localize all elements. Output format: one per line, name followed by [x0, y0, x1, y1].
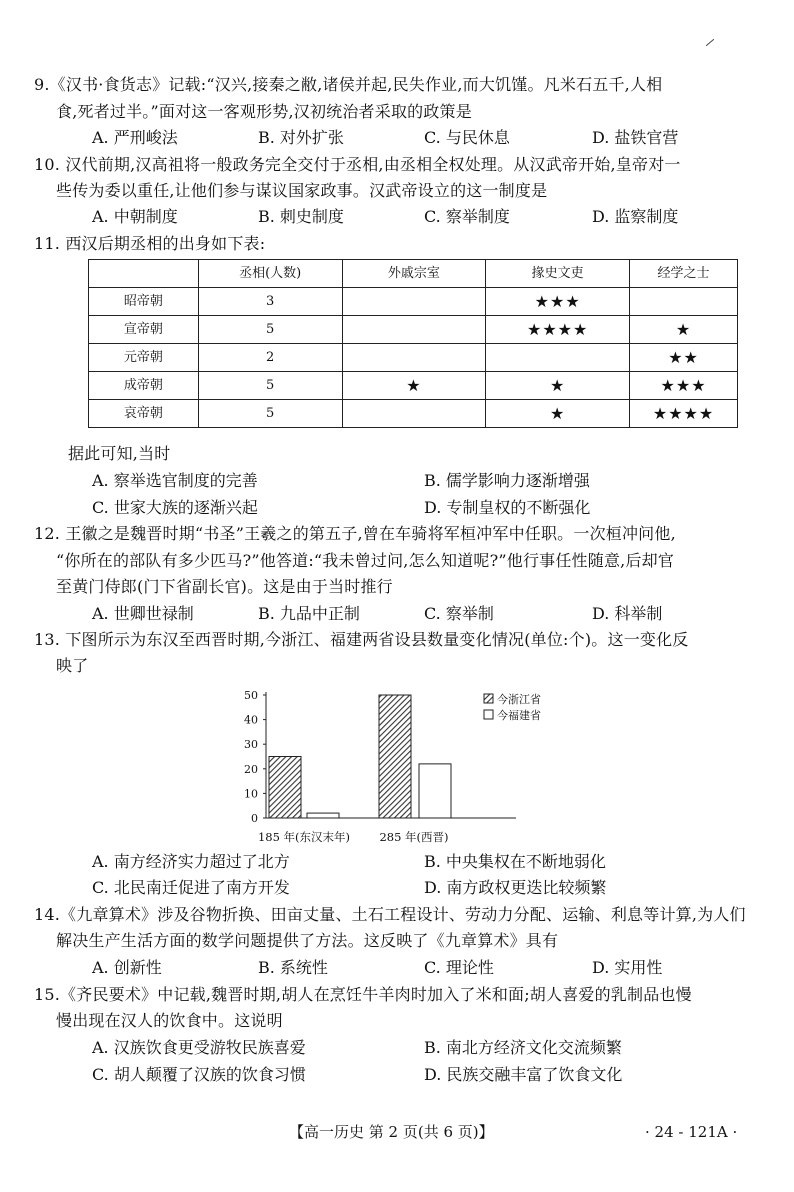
table-cell: 宣帝朝: [89, 316, 199, 344]
table-cell: ★: [342, 372, 486, 400]
table-cell: 哀帝朝: [89, 400, 199, 428]
table-row: [89, 288, 738, 316]
legend-swatch: [484, 694, 493, 703]
q14-option-d: D. 实用性: [592, 958, 663, 977]
q14-option-a: A. 创新性: [92, 958, 162, 977]
q13-stem-line1: 13. 下图所示为东汉至西晋时期,今浙江、福建两省设县数量变化情况(单位:个)。这一变化反: [34, 630, 689, 649]
q14-option-c: C. 理论性: [424, 958, 494, 977]
bar-zhejiang: [379, 695, 411, 818]
corner-stroke: [706, 39, 714, 46]
table-cell: 成帝朝: [89, 372, 199, 400]
table-row: [89, 344, 738, 372]
legend-label: 今浙江省: [497, 693, 541, 706]
q12-stem-line1: 12. 王徽之是魏晋时期“书圣”王羲之的第五子,曾在车骑将军桓冲军中任职。一次桓冲问他,: [34, 524, 676, 543]
table-cell: 元帝朝: [89, 344, 199, 372]
y-tick-label: 30: [244, 738, 258, 752]
table-cell: 2: [198, 344, 342, 372]
table-cell: [342, 400, 486, 428]
table-header-cell: 掾史文吏: [486, 260, 630, 288]
q9-option-b: B. 对外扩张: [258, 128, 344, 147]
q9-stem-line2: 食,死者过半。”面对这一客观形势,汉初统治者采取的政策是: [56, 102, 472, 121]
table-header-row: [89, 260, 738, 288]
q13-option-b: B. 中央集权在不断地弱化: [424, 852, 606, 871]
paper-code: · 24 - 121A ·: [645, 1123, 738, 1141]
table-cell: ★★★: [630, 372, 738, 400]
table-cell: 3: [198, 288, 342, 316]
q10-option-a: A. 中朝制度: [92, 207, 178, 226]
chart-bars: [269, 695, 451, 818]
table-header-cell: 外戚宗室: [342, 260, 486, 288]
q15-option-a: A. 汉族饮食更受游牧民族喜爱: [92, 1038, 306, 1057]
q10-option-c: C. 察举制度: [424, 207, 510, 226]
q10-stem-line2: 些传为委以重任,让他们参与谋议国家政事。汉武帝设立的这一制度是: [56, 181, 548, 200]
chart-legend: [484, 692, 541, 722]
q9-option-c: C. 与民休息: [424, 128, 510, 147]
q11-option-d: D. 专制皇权的不断强化: [424, 498, 591, 517]
x-category-label: 185 年(东汉末年): [257, 830, 351, 844]
legend-swatch: [484, 710, 493, 719]
table-cell: ★: [486, 400, 630, 428]
table-cell: [342, 316, 486, 344]
q15-option-c: C. 胡人颠覆了汉族的饮食习惯: [92, 1065, 306, 1084]
q13-option-c: C. 北民南迁促进了南方开发: [92, 878, 290, 897]
q11-chancellor-table: [88, 259, 738, 428]
q9-option-d: D. 盐铁官营: [592, 128, 679, 147]
y-tick-label: 10: [244, 787, 258, 801]
q11-after-text: 据此可知,当时: [68, 444, 171, 463]
q13-stem-line2: 映了: [56, 656, 89, 675]
q14-stem-line1: 14.《九章算术》涉及谷物折换、田亩丈量、土石工程设计、劳动力分配、运输、利息等计算,为人们: [34, 905, 746, 924]
q15-option-d: D. 民族交融丰富了饮食文化: [424, 1065, 623, 1084]
q12-option-b: B. 九品中正制: [258, 604, 360, 623]
q9-option-a: A. 严刑峻法: [92, 128, 178, 147]
q11-option-c: C. 世家大族的逐渐兴起: [92, 498, 258, 517]
y-tick-label: 0: [251, 812, 258, 825]
table-row: [89, 316, 738, 344]
table-cell: ★★★★: [630, 400, 738, 428]
table-cell: 5: [198, 372, 342, 400]
q15-stem-line2: 慢出现在汉人的饮食中。这说明: [56, 1011, 283, 1030]
q9-stem-line1: 9.《汉书·食货志》记载:“汉兴,接秦之敝,诸侯并起,民失作业,而大饥馑。凡米石五千,人相: [34, 75, 663, 94]
bar-fujian: [307, 813, 339, 818]
table-cell: [630, 288, 738, 316]
table-cell: 5: [198, 400, 342, 428]
table-cell: ★★★★: [486, 316, 630, 344]
table-header-cell: 丞相(人数): [198, 260, 342, 288]
q14-option-b: B. 系统性: [258, 958, 328, 977]
table-cell: [342, 344, 486, 372]
q12-option-a: A. 世卿世禄制: [92, 604, 194, 623]
q15-stem-line1: 15.《齐民要术》中记载,魏晋时期,胡人在烹饪牛羊肉时加入了米和面;胡人喜爱的乳制品也慢: [34, 985, 692, 1004]
q10-option-d: D. 监察制度: [592, 207, 679, 226]
y-tick-label: 50: [244, 689, 258, 702]
q13-option-d: D. 南方政权更迭比较频繁: [424, 878, 607, 897]
q14-stem-line2: 解决生产生活方面的数学问题提供了方法。这反映了《九章算术》具有: [56, 931, 559, 950]
q11-option-a: A. 察举选官制度的完善: [92, 471, 258, 490]
table-cell: [486, 344, 630, 372]
q12-option-c: C. 察举制: [424, 604, 494, 623]
q12-stem-line3: 至黄门侍郎(门下省副长官)。这是由于当时推行: [56, 577, 393, 596]
x-category-label: 285 年(西晋): [379, 830, 449, 844]
q11-option-b: B. 儒学影响力逐渐增强: [424, 471, 590, 490]
table-cell: 5: [198, 316, 342, 344]
table-cell: ★: [486, 372, 630, 400]
q10-option-b: B. 刺史制度: [258, 207, 344, 226]
table-cell: ★★: [630, 344, 738, 372]
y-tick-label: 40: [244, 713, 258, 727]
bar-fujian: [419, 764, 451, 818]
q10-stem-line1: 10. 汉代前期,汉高祖将一般政务完全交付于丞相,由丞相全权处理。从汉武帝开始,皇帝对一: [34, 155, 681, 174]
table-cell: 昭帝朝: [89, 288, 199, 316]
county-count-bar-chart: [226, 680, 586, 852]
bar-zhejiang: [269, 757, 301, 819]
q12-stem-line2: “你所在的部队有多少匹马?”他答道:“我未曾过问,怎么知道呢?”他行事任性随意,后却官: [56, 551, 675, 570]
page-footer: 【高一历史 第 2 页(共 6 页)】: [289, 1123, 494, 1141]
q12-option-d: D. 科举制: [592, 604, 663, 623]
y-tick-label: 20: [244, 762, 258, 776]
q11-stem: 11. 西汉后期丞相的出身如下表:: [34, 234, 266, 253]
legend-label: 今福建省: [497, 709, 541, 722]
table-row: [89, 372, 738, 400]
table-header-cell: 经学之士: [630, 260, 738, 288]
table-cell: ★★★: [486, 288, 630, 316]
table-cell: [342, 288, 486, 316]
table-header-cell: [89, 260, 199, 288]
table-cell: ★: [630, 316, 738, 344]
q15-option-b: B. 南北方经济文化交流频繁: [424, 1038, 622, 1057]
q13-option-a: A. 南方经济实力超过了北方: [92, 852, 290, 871]
table-row: [89, 400, 738, 428]
